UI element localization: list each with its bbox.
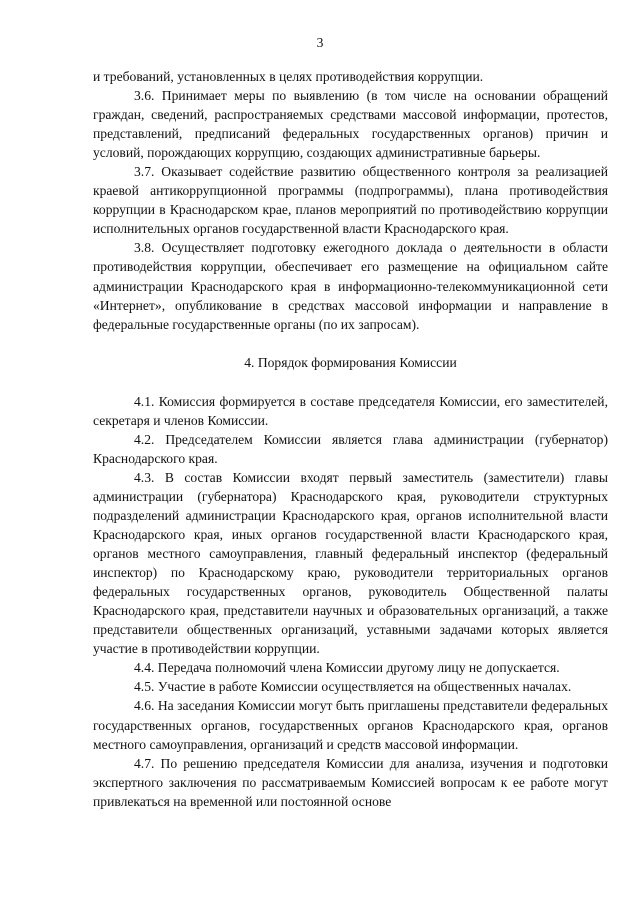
paragraph-4-5: 4.5. Участие в работе Комиссии осуществляется на общественных началах. <box>134 679 572 695</box>
spacer <box>93 334 608 353</box>
paragraph-3-7: 3.7. Оказывает содействие развитию общественного контроля за реализацией краевой антикоррупционной программы (подпрограммы), плана противодействия коррупции в Краснодарском крае, планов мероприятий по противодействию коррупции исполнительных органов государственной власти Краснодарского края. <box>93 164 608 237</box>
paragraph-4-1: 4.1. Комиссия формируется в составе председателя Комиссии, его заместителей, секретаря и членов Комиссии. <box>93 393 608 428</box>
spacer <box>93 372 608 392</box>
section-heading: 4. Порядок формирования Комиссии <box>244 354 457 370</box>
paragraph-4-6: 4.6. На заседания Комиссии могут быть приглашены представители федеральных государственных органов, государственных органов Краснодарского края, органов местного самоуправления, организаций и средств массовой информации. <box>93 698 608 752</box>
page-number: 3 <box>316 35 324 50</box>
paragraph-4-3: 4.3. В состав Комиссии входят первый заместитель (заместители) главы администрации (губернатора) Краснодарского края, руководители структурных подразделений администрации Краснодарского края, органов исполнительной власти Краснодарского края, иных органов государственной власти Краснодарского края, органов местного самоуправления, главный федеральный инспектор (федеральный инспектор) по Краснодарскому краю, руководители территориальных органов федеральных государственных органов, руководитель Общественной палаты Краснодарского края, представители научных и образовательных организаций, а также представители общественных организаций, уставными задачами которых является участие в противодействии коррупции. <box>93 469 608 657</box>
paragraph-4-2: 4.2. Председателем Комиссии является глава администрации (губернатор) Краснодарского края. <box>93 431 608 466</box>
document-body <box>93 67 608 811</box>
paragraph-3-6: 3.6. Принимает меры по выявлению (в том числе на основании обращений граждан, сведений, распространяемых средствами массовой информации, протестов, представлений, предписаний федеральных государственных органов) причин и условий, порождающих коррупцию, создающих административные барьеры. <box>93 88 608 161</box>
paragraph-continuation: и требований, установленных в целях противодействия коррупции. <box>93 69 484 84</box>
paragraph-3-8: 3.8. Осуществляет подготовку ежегодного доклада о деятельности в области противодействия коррупции, обеспечивает его размещение на официальном сайте администрации Краснодарского края в информационно-телекоммуникационной сети «Интернет», опубликование в средствах массовой информации и направление в федеральные государственные органы (по их запросам). <box>93 240 608 332</box>
paragraph-4-4: 4.4. Передача полномочий члена Комиссии другому лицу не допускается. <box>134 660 560 676</box>
paragraph-4-7: 4.7. По решению председателя Комиссии для анализа, изучения и подготовки экспертного заключения по рассматриваемым Комиссией вопросам к ее работе могут привлекаться на временной или постоянной основе <box>93 755 608 809</box>
